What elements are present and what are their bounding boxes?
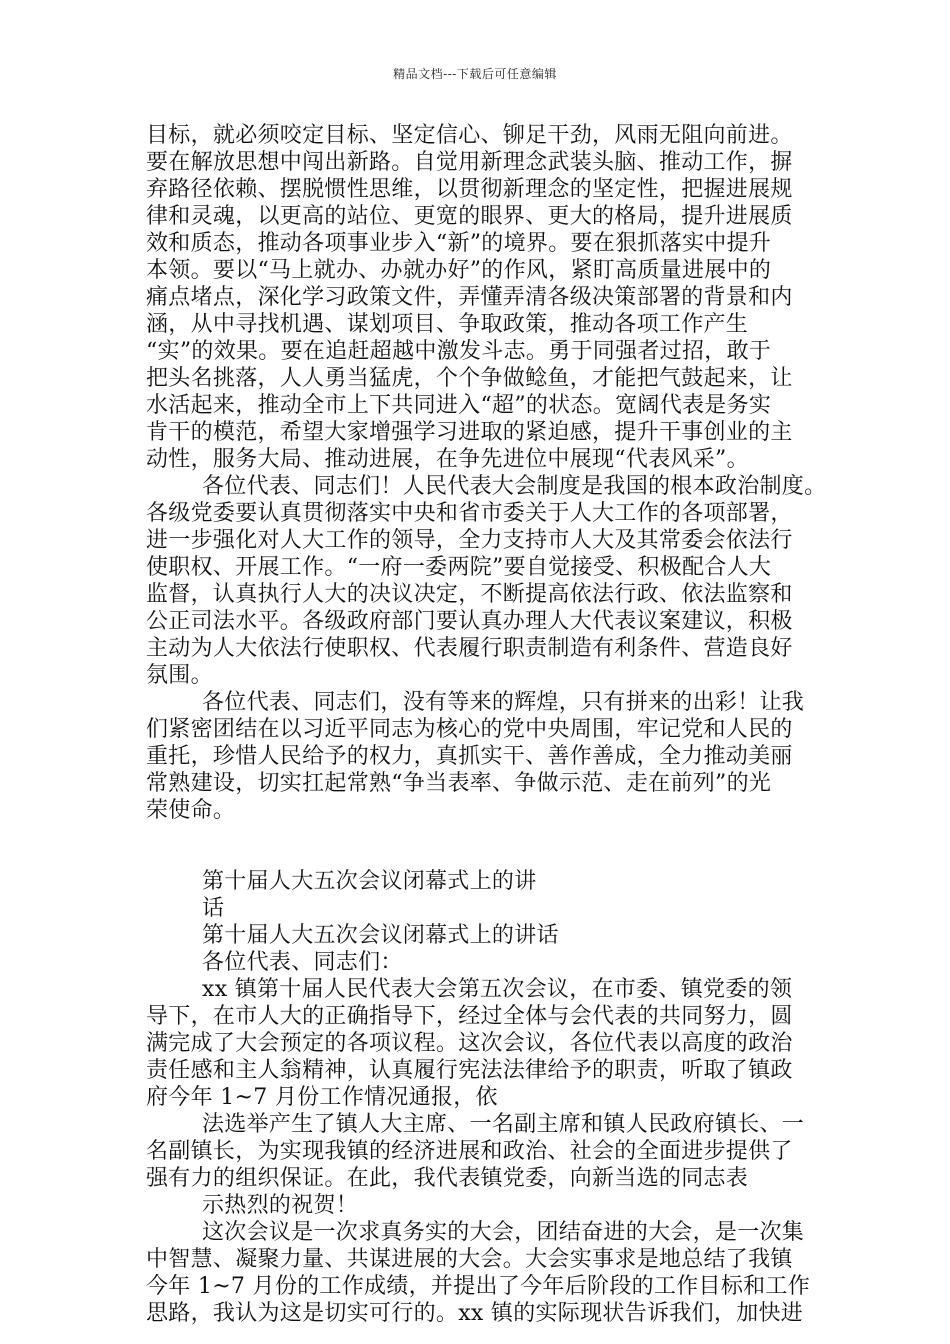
text-line: 思路，我认为这是切实可行的。xx 镇的实际现状告诉我们，加快进 xyxy=(146,1301,804,1326)
text-line: 痛点堵点，深化学习政策文件，弄懂弄清各级决策部署的背景和内 xyxy=(146,285,793,310)
text-line: 进一步强化对人大工作的领导，全力支持市人大及其常委会依法行 xyxy=(146,528,793,553)
text-line: 们紧密团结在以习近平同志为核心的党中央周围，牢记党和人民的 xyxy=(146,717,793,742)
text-line: 重托，珍惜人民给予的权力，真抓实干、善作善成，全力推动美丽 xyxy=(146,744,793,769)
text-line: 强有力的组织保证。在此，我代表镇党委，向新当选的同志表 xyxy=(146,1166,749,1191)
text-line: 中智慧、凝聚力量、共谋进展的大会。大会实事求是地总结了我镇 xyxy=(146,1247,793,1272)
paragraph-start-line: 法选举产生了镇人大主席、一名副主席和镇人民政府镇长、一 xyxy=(202,1112,805,1137)
text-line: 府今年 1~7 月份工作情况通报，依 xyxy=(146,1085,498,1110)
text-line: 责任感和主人翁精神，认真履行宪法法律给予的职责，听取了镇政 xyxy=(146,1058,793,1083)
text-line: 水活起来，推动全市上下共同进入“超”的状态。宽阔代表是务实 xyxy=(146,393,772,418)
text-line: 荣使命。 xyxy=(146,798,236,823)
text-line: 各级党委要认真贯彻落实中央和省市委关于人大工作的各项部署， xyxy=(146,501,793,526)
section-title: 话 xyxy=(202,896,225,921)
page-header: 精品文档---下载后可任意编辑 xyxy=(393,67,557,81)
text-line: 要在解放思想中闯出新路。自觉用新理念武装头脑、推动工作，摒 xyxy=(146,150,793,175)
text-line: 满完成了大会预定的各项议程。这次会议，各位代表以高度的政治 xyxy=(146,1031,793,1056)
section-title: 第十届人大五次会议闭幕式上的讲话 xyxy=(202,923,559,948)
text-line: 监督，认真执行人大的决议决定，不断提高依法行政、依法监察和 xyxy=(146,582,793,607)
text-line: 公正司法水平。各级政府部门要认真办理人大代表议案建议，积极 xyxy=(146,609,793,634)
document-body xyxy=(146,122,826,1327)
text-line: 主动为人大依法行使职权、代表履行职责制造有利条件、营造良好 xyxy=(146,636,793,661)
paragraph-start-line: xx 镇第十届人民代表大会第五次会议，在市委、镇党委的领 xyxy=(202,977,793,1002)
text-line: 常熟建设，切实扛起常熟“争当表率、争做示范、走在前列”的光 xyxy=(146,771,772,796)
text-line: “实”的效果。要在追赶超越中激发斗志。勇于同强者过招，敢于 xyxy=(146,339,772,364)
text-line: 本领。要以“马上就办、办就办好”的作风，紧盯高质量进展中的 xyxy=(146,258,772,283)
text-line: 效和质态，推动各项事业步入“新”的境界。要在狠抓落实中提升 xyxy=(146,231,772,256)
text-line: 涵，从中寻找机遇、谋划项目、争取政策，推动各项工作产生 xyxy=(146,312,749,337)
text-line: 动性，服务大局、推动进展，在争先进位中展现“代表风采”。 xyxy=(146,447,749,472)
text-line: 把头名挑落，人人勇当猛虎，个个争做鲶鱼，才能把气鼓起来，让 xyxy=(146,366,793,391)
paragraph-start-line: 各位代表、同志们，没有等来的辉煌，只有拼来的出彩！让我 xyxy=(202,690,805,715)
section-gap xyxy=(146,824,826,868)
text-line: 律和灵魂，以更高的站位、更宽的眼界、更大的格局，提升进展质 xyxy=(146,204,793,229)
paragraph-start-line: 这次会议是一次求真务实的大会，团结奋进的大会，是一次集 xyxy=(202,1220,805,1245)
text-line: 氛围。 xyxy=(146,663,213,688)
text-line: 今年 1~7 月份的工作成绩，并提出了今年后阶段的工作目标和工作 xyxy=(146,1274,811,1299)
text-line: 名副镇长，为实现我镇的经济进展和政治、社会的全面进步提供了 xyxy=(146,1139,793,1164)
text-line: 导下，在市人大的正确指导下，经过全体与会代表的共同努力，圆 xyxy=(146,1004,793,1029)
text-line: 目标，就必须咬定目标、坚定信心、铆足干劲，风雨无阻向前进。 xyxy=(146,123,793,148)
paragraph-start-line: 各位代表、同志们！人民代表大会制度是我国的根本政治制度。 xyxy=(202,474,827,499)
section-title: 第十届人大五次会议闭幕式上的讲 xyxy=(202,869,537,894)
text-line: 使职权、开展工作。“一府一委两院”要自觉接受、积极配合人大 xyxy=(146,555,772,580)
text-line: 肯干的模范，希望大家增强学习进取的紧迫感，提升干事创业的主 xyxy=(146,420,793,445)
paragraph-start-line: 示热烈的祝贺！ xyxy=(202,1193,359,1218)
text-line: 弃路径依赖、摆脱惯性思维，以贯彻新理念的坚定性，把握进展规 xyxy=(146,177,793,202)
salutation: 各位代表、同志们： xyxy=(202,950,403,975)
